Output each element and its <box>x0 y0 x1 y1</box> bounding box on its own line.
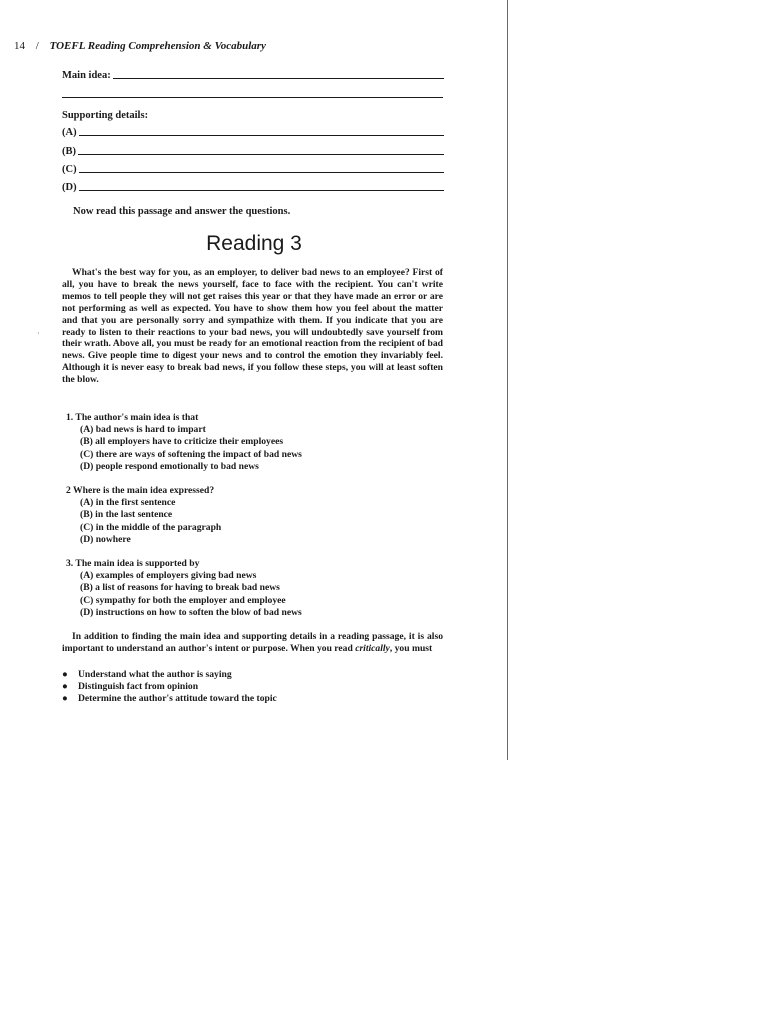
detail-blank-b[interactable] <box>78 154 444 155</box>
question-3 <box>66 558 302 619</box>
list-item <box>62 693 277 705</box>
question-2-option-a[interactable]: (A) in the first sentence <box>80 497 176 509</box>
detail-line-b[interactable] <box>62 146 444 157</box>
question-2-stem: 2 Where is the main idea expressed? <box>66 485 215 496</box>
detail-blank-d[interactable] <box>79 190 444 191</box>
question-1-option-b[interactable]: (B) all employers have to criticize their employees <box>80 436 284 448</box>
detail-label-b: (B) <box>62 146 76 157</box>
list-item-text: Understand what the author is saying <box>78 669 232 680</box>
question-1-option-d[interactable]: (D) people respond emotionally to bad news <box>80 460 259 472</box>
page-edge-rule <box>507 0 508 760</box>
scan-speck: · <box>37 329 40 338</box>
question-1-option-c[interactable]: (C) there are ways of softening the impact of bad news <box>80 448 302 460</box>
question-2-option-b[interactable]: (B) in the last sentence <box>80 509 173 521</box>
question-3-option-c[interactable]: (C) sympathy for both the employer and employee <box>80 594 286 606</box>
question-3-stem: 3. The main idea is supported by <box>66 558 200 569</box>
bullet-icon: ● <box>62 692 68 704</box>
list-item <box>62 681 277 693</box>
detail-blank-a[interactable] <box>79 135 444 136</box>
instruction-text: Now read this passage and answer the questions. <box>73 206 291 217</box>
page-number: 14 <box>14 40 25 52</box>
reading-passage: What's the best way for you, as an employer, to deliver bad news to an employee? First of all, you have to break the news yourself, face to face with the recipient. You can't write memos to tell people they will not get raises this year or that they have made an error or are not performing as well as expected. You have to show them how you feel about the matter and that you are personally sorry and sympathize with them. If you indicate that you are ready to listen to their reactions to your bad news, you will undoubtedly save yourself from their wrath. Above all, you must be ready for an emotional reaction from the recipient of bad news. Give people time to digest your news and to control the emotion they invariably feel. Although it is never easy to break bad news, if you follow these steps, you will at least soften the blow. <box>62 267 443 386</box>
main-idea-blank-continuation[interactable] <box>62 97 443 98</box>
list-item <box>62 669 277 681</box>
detail-label-c: (C) <box>62 164 77 175</box>
question-2-option-d[interactable]: (D) nowhere <box>80 533 131 545</box>
book-title: TOEFL Reading Comprehension & Vocabulary <box>49 40 266 52</box>
detail-line-d[interactable] <box>62 182 444 193</box>
header-separator: / <box>35 40 39 52</box>
question-3-option-b[interactable]: (B) a list of reasons for having to break bad news <box>80 582 280 594</box>
detail-label-a: (A) <box>62 127 77 138</box>
main-idea-blank[interactable] <box>113 78 444 79</box>
closing-paragraph <box>62 631 443 655</box>
detail-label-d: (D) <box>62 182 77 193</box>
bullet-icon: ● <box>62 669 68 680</box>
detail-blank-c[interactable] <box>79 172 444 173</box>
closing-text-after: , you must <box>389 642 433 654</box>
list-item-text: Distinguish fact from opinion <box>78 680 199 692</box>
reading-skills-list <box>62 669 277 705</box>
main-idea-label: Main idea: <box>62 70 111 81</box>
list-item-text: Determine the author's attitude toward the topic <box>78 692 277 704</box>
question-2-option-c[interactable]: (C) in the middle of the paragraph <box>80 521 222 533</box>
question-3-option-d[interactable]: (D) instructions on how to soften the blow of bad news <box>80 606 302 618</box>
closing-emphasis: critically <box>355 642 390 654</box>
reading-title: Reading 3 <box>206 232 302 255</box>
bullet-icon: ● <box>62 680 68 692</box>
question-1-option-a[interactable]: (A) bad news is hard to impart <box>80 424 206 436</box>
main-idea-line[interactable] <box>62 70 444 81</box>
running-head <box>14 40 266 52</box>
question-2 <box>66 485 221 546</box>
detail-line-c[interactable] <box>62 164 444 175</box>
question-1 <box>66 412 302 473</box>
detail-line-a[interactable] <box>62 127 444 138</box>
closing-text-before: In addition to finding the main idea and supporting details in a reading passage, it is also important to understand an author's intent or purpose. When you read <box>62 631 443 654</box>
question-3-option-a[interactable]: (A) examples of employers giving bad news <box>80 570 257 582</box>
supporting-details-label: Supporting details: <box>62 110 149 121</box>
question-1-stem: 1. The author's main idea is that <box>66 412 199 423</box>
